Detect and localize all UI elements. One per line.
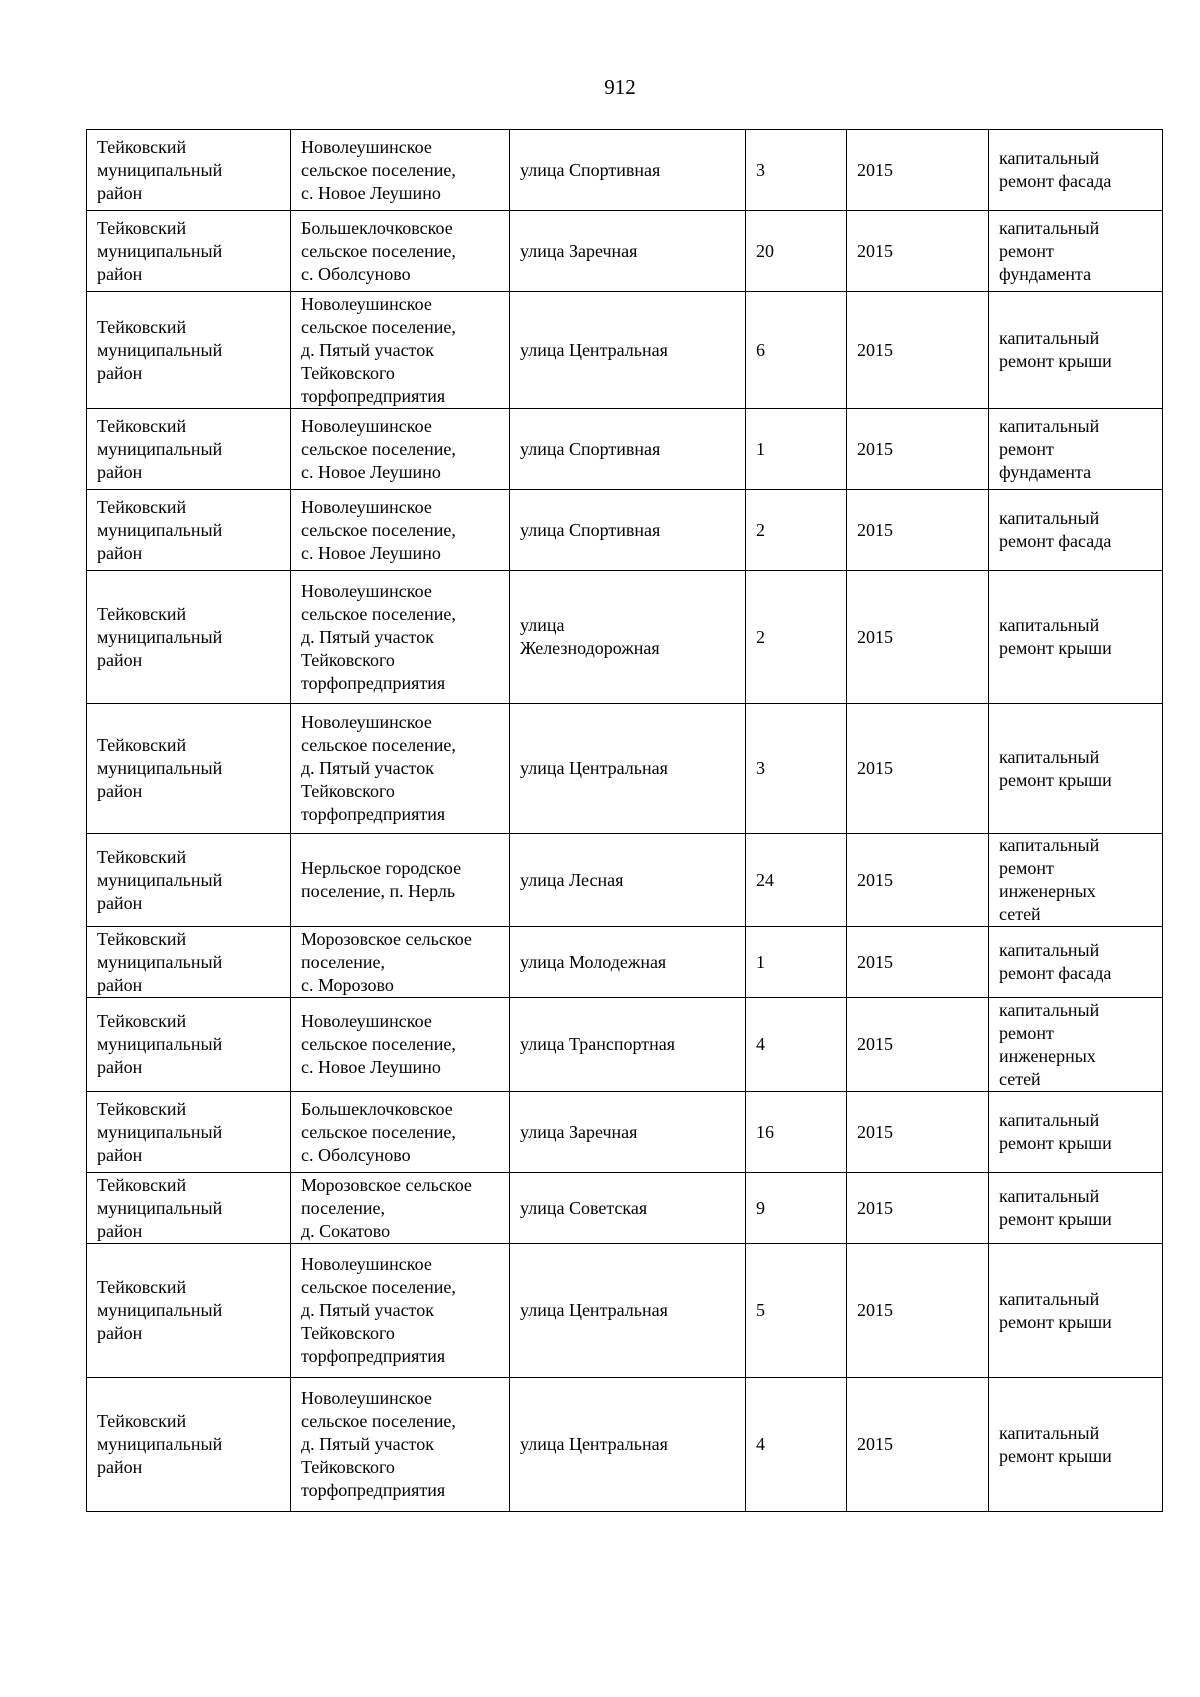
year-cell bbox=[847, 571, 989, 704]
house-number-cell bbox=[746, 998, 847, 1092]
street-cell bbox=[510, 704, 746, 834]
work-type-cell-text: капитальный ремонт крыши bbox=[999, 746, 1112, 790]
house-number-cell-text: 20 bbox=[756, 240, 774, 261]
district-cell bbox=[87, 1378, 291, 1512]
table-row bbox=[87, 1244, 1163, 1378]
settlement-cell bbox=[291, 490, 510, 571]
work-type-cell-text: капитальный ремонт крыши bbox=[999, 1110, 1112, 1153]
street-cell-text: улица Спортивная bbox=[520, 438, 661, 459]
district-cell-text: Тейковский муниципальный район bbox=[97, 217, 223, 284]
house-number-cell-text: 9 bbox=[756, 1197, 765, 1218]
street-cell bbox=[510, 1092, 746, 1173]
house-number-cell-text: 1 bbox=[756, 438, 765, 459]
district-cell bbox=[87, 292, 291, 409]
year-cell-text: 2015 bbox=[857, 1197, 893, 1218]
settlement-cell-text: Новолеушинское сельское поселение, с. Новое Леушино bbox=[301, 136, 456, 203]
district-cell bbox=[87, 1092, 291, 1173]
street-cell-text: улица Советская bbox=[520, 1197, 648, 1218]
district-cell-text: Тейковский муниципальный район bbox=[97, 496, 223, 563]
house-number-cell-text: 3 bbox=[756, 758, 765, 778]
year-cell bbox=[847, 1378, 989, 1512]
district-cell bbox=[87, 1173, 291, 1244]
house-number-cell-text: 4 bbox=[756, 1034, 765, 1054]
house-number-cell bbox=[746, 490, 847, 571]
work-type-cell-text: капитальный ремонт инженерных сетей bbox=[999, 999, 1100, 1089]
house-number-cell bbox=[746, 1173, 847, 1244]
street-cell bbox=[510, 1244, 746, 1378]
year-cell-text: 2015 bbox=[857, 519, 893, 540]
work-type-cell-text: капитальный ремонт фундамента bbox=[999, 415, 1100, 482]
street-cell bbox=[510, 927, 746, 998]
district-cell bbox=[87, 704, 291, 834]
house-number-cell bbox=[746, 130, 847, 211]
table-row bbox=[87, 998, 1163, 1092]
table-row bbox=[87, 704, 1163, 834]
work-type-cell-text: капитальный ремонт фасада bbox=[999, 508, 1112, 551]
table-row bbox=[87, 571, 1163, 704]
year-cell bbox=[847, 834, 989, 927]
work-type-cell bbox=[989, 571, 1163, 704]
house-number-cell bbox=[746, 1092, 847, 1173]
work-type-cell bbox=[989, 998, 1163, 1092]
house-number-cell-text: 4 bbox=[756, 1434, 765, 1454]
settlement-cell-text: Новолеушинское сельское поселение, с. Новое Леушино bbox=[301, 1011, 456, 1077]
settlement-cell-text: Нерльское городское поселение, п. Нерль bbox=[301, 858, 462, 901]
year-cell-text: 2015 bbox=[857, 1034, 893, 1054]
work-type-cell bbox=[989, 927, 1163, 998]
year-cell bbox=[847, 130, 989, 211]
district-cell-text: Тейковский муниципальный район bbox=[97, 1011, 223, 1077]
district-cell bbox=[87, 1244, 291, 1378]
street-cell bbox=[510, 834, 746, 927]
year-cell bbox=[847, 927, 989, 998]
house-number-cell bbox=[746, 292, 847, 409]
work-type-cell bbox=[989, 211, 1163, 292]
district-cell-text: Тейковский муниципальный район bbox=[97, 316, 223, 383]
street-cell-text: улица Центральная bbox=[520, 1434, 668, 1454]
repair-registry-table bbox=[86, 129, 1163, 1512]
house-number-cell-text: 6 bbox=[756, 339, 765, 360]
settlement-cell bbox=[291, 1173, 510, 1244]
table-row bbox=[87, 1378, 1163, 1512]
year-cell bbox=[847, 998, 989, 1092]
work-type-cell bbox=[989, 490, 1163, 571]
settlement-cell bbox=[291, 1378, 510, 1512]
year-cell-text: 2015 bbox=[857, 626, 893, 647]
street-cell bbox=[510, 571, 746, 704]
district-cell bbox=[87, 409, 291, 490]
work-type-cell bbox=[989, 130, 1163, 211]
street-cell-text: улица Лесная bbox=[520, 869, 624, 890]
page-number: 912 bbox=[604, 75, 636, 99]
settlement-cell bbox=[291, 998, 510, 1092]
table-row bbox=[87, 1173, 1163, 1244]
work-type-cell bbox=[989, 1173, 1163, 1244]
year-cell bbox=[847, 1244, 989, 1378]
table-row bbox=[87, 409, 1163, 490]
settlement-cell bbox=[291, 211, 510, 292]
work-type-cell bbox=[989, 1378, 1163, 1512]
street-cell-text: улица Заречная bbox=[520, 240, 638, 261]
settlement-cell-text: Новолеушинское сельское поселение, д. Пятый участок Тейковского торфопредприятия bbox=[301, 293, 456, 406]
district-cell bbox=[87, 211, 291, 292]
settlement-cell-text: Большеклочковское сельское поселение, с. Оболсуново bbox=[301, 217, 456, 284]
street-cell-text: улица Заречная bbox=[520, 1121, 638, 1142]
year-cell-text: 2015 bbox=[857, 758, 893, 778]
house-number-cell-text: 5 bbox=[756, 1300, 765, 1320]
year-cell bbox=[847, 409, 989, 490]
settlement-cell-text: Большеклочковское сельское поселение, с. Оболсуново bbox=[301, 1098, 456, 1165]
house-number-cell-text: 1 bbox=[756, 951, 765, 972]
settlement-cell-text: Новолеушинское сельское поселение, д. Пятый участок Тейковского торфопредприятия bbox=[301, 580, 456, 693]
house-number-cell-text: 2 bbox=[756, 519, 765, 540]
settlement-cell-text: Морозовское сельское поселение, д. Сокатово bbox=[301, 1174, 472, 1241]
settlement-cell-text: Новолеушинское сельское поселение, с. Новое Леушино bbox=[301, 415, 456, 482]
year-cell bbox=[847, 1092, 989, 1173]
year-cell bbox=[847, 490, 989, 571]
settlement-cell bbox=[291, 1092, 510, 1173]
work-type-cell bbox=[989, 834, 1163, 927]
house-number-cell-text: 2 bbox=[756, 626, 765, 647]
district-cell-text: Тейковский муниципальный район bbox=[97, 603, 223, 670]
work-type-cell bbox=[989, 1092, 1163, 1173]
district-cell-text: Тейковский муниципальный район bbox=[97, 1277, 223, 1343]
settlement-cell bbox=[291, 834, 510, 927]
district-cell bbox=[87, 998, 291, 1092]
street-cell-text: улица Молодежная bbox=[520, 951, 667, 972]
work-type-cell-text: капитальный ремонт крыши bbox=[999, 615, 1112, 658]
house-number-cell bbox=[746, 834, 847, 927]
year-cell-text: 2015 bbox=[857, 951, 893, 972]
work-type-cell bbox=[989, 292, 1163, 409]
year-cell-text: 2015 bbox=[857, 339, 893, 360]
settlement-cell bbox=[291, 704, 510, 834]
settlement-cell bbox=[291, 1244, 510, 1378]
table-body bbox=[87, 130, 1163, 1512]
street-cell bbox=[510, 1173, 746, 1244]
settlement-cell-text: Новолеушинское сельское поселение, д. Пятый участок Тейковского торфопредприятия bbox=[301, 1388, 456, 1500]
work-type-cell-text: капитальный ремонт фундамента bbox=[999, 217, 1100, 284]
work-type-cell-text: капитальный ремонт крыши bbox=[999, 1288, 1112, 1332]
house-number-cell bbox=[746, 571, 847, 704]
work-type-cell bbox=[989, 409, 1163, 490]
year-cell bbox=[847, 211, 989, 292]
work-type-cell bbox=[989, 704, 1163, 834]
year-cell-text: 2015 bbox=[857, 869, 893, 890]
settlement-cell bbox=[291, 409, 510, 490]
house-number-cell bbox=[746, 211, 847, 292]
district-cell-text: Тейковский муниципальный район bbox=[97, 1411, 223, 1477]
district-cell bbox=[87, 571, 291, 704]
street-cell-text: улица Центральная bbox=[520, 339, 668, 360]
work-type-cell bbox=[989, 1244, 1163, 1378]
settlement-cell bbox=[291, 571, 510, 704]
district-cell bbox=[87, 927, 291, 998]
house-number-cell bbox=[746, 1244, 847, 1378]
house-number-cell bbox=[746, 704, 847, 834]
district-cell-text: Тейковский муниципальный район bbox=[97, 928, 223, 995]
district-cell-text: Тейковский муниципальный район bbox=[97, 846, 223, 913]
house-number-cell bbox=[746, 1378, 847, 1512]
settlement-cell-text: Новолеушинское сельское поселение, с. Новое Леушино bbox=[301, 496, 456, 563]
settlement-cell-text: Новолеушинское сельское поселение, д. Пятый участок Тейковского торфопредприятия bbox=[301, 1254, 456, 1366]
street-cell-text: улица Центральная bbox=[520, 758, 668, 778]
year-cell-text: 2015 bbox=[857, 1121, 893, 1142]
work-type-cell-text: капитальный ремонт крыши bbox=[999, 328, 1112, 371]
settlement-cell-text: Морозовское сельское поселение, с. Морозово bbox=[301, 928, 472, 995]
street-cell bbox=[510, 998, 746, 1092]
district-cell-text: Тейковский муниципальный район bbox=[97, 1098, 223, 1165]
table-row bbox=[87, 490, 1163, 571]
street-cell-text: улица Центральная bbox=[520, 1300, 668, 1320]
work-type-cell-text: капитальный ремонт инженерных сетей bbox=[999, 835, 1100, 924]
street-cell-text: улица Железнодорожная bbox=[520, 615, 660, 658]
year-cell-text: 2015 bbox=[857, 240, 893, 261]
work-type-cell-text: капитальный ремонт крыши bbox=[999, 1186, 1112, 1229]
house-number-cell bbox=[746, 927, 847, 998]
year-cell-text: 2015 bbox=[857, 438, 893, 459]
table-row bbox=[87, 130, 1163, 211]
street-cell-text: улица Транспортная bbox=[520, 1034, 676, 1054]
year-cell bbox=[847, 1173, 989, 1244]
house-number-cell-text: 3 bbox=[756, 159, 765, 180]
street-cell bbox=[510, 130, 746, 211]
year-cell bbox=[847, 292, 989, 409]
street-cell bbox=[510, 409, 746, 490]
house-number-cell-text: 16 bbox=[756, 1121, 774, 1142]
work-type-cell-text: капитальный ремонт фасада bbox=[999, 940, 1112, 983]
settlement-cell bbox=[291, 292, 510, 409]
table-row bbox=[87, 292, 1163, 409]
settlement-cell bbox=[291, 130, 510, 211]
work-type-cell-text: капитальный ремонт фасада bbox=[999, 148, 1112, 191]
year-cell bbox=[847, 704, 989, 834]
district-cell bbox=[87, 834, 291, 927]
house-number-cell-text: 24 bbox=[756, 869, 774, 890]
year-cell-text: 2015 bbox=[857, 159, 893, 180]
district-cell-text: Тейковский муниципальный район bbox=[97, 735, 223, 801]
settlement-cell bbox=[291, 927, 510, 998]
street-cell bbox=[510, 1378, 746, 1512]
table-row bbox=[87, 834, 1163, 927]
street-cell bbox=[510, 292, 746, 409]
table-row bbox=[87, 1092, 1163, 1173]
street-cell-text: улица Спортивная bbox=[520, 159, 661, 180]
settlement-cell-text: Новолеушинское сельское поселение, д. Пятый участок Тейковского торфопредприятия bbox=[301, 712, 456, 824]
district-cell-text: Тейковский муниципальный район bbox=[97, 136, 223, 203]
district-cell bbox=[87, 130, 291, 211]
street-cell bbox=[510, 490, 746, 571]
table-row bbox=[87, 211, 1163, 292]
year-cell-text: 2015 bbox=[857, 1300, 893, 1320]
table-row bbox=[87, 927, 1163, 998]
work-type-cell-text: капитальный ремонт крыши bbox=[999, 1422, 1112, 1466]
house-number-cell bbox=[746, 409, 847, 490]
street-cell bbox=[510, 211, 746, 292]
street-cell-text: улица Спортивная bbox=[520, 519, 661, 540]
year-cell-text: 2015 bbox=[857, 1434, 893, 1454]
district-cell-text: Тейковский муниципальный район bbox=[97, 415, 223, 482]
district-cell bbox=[87, 490, 291, 571]
district-cell-text: Тейковский муниципальный район bbox=[97, 1174, 223, 1241]
